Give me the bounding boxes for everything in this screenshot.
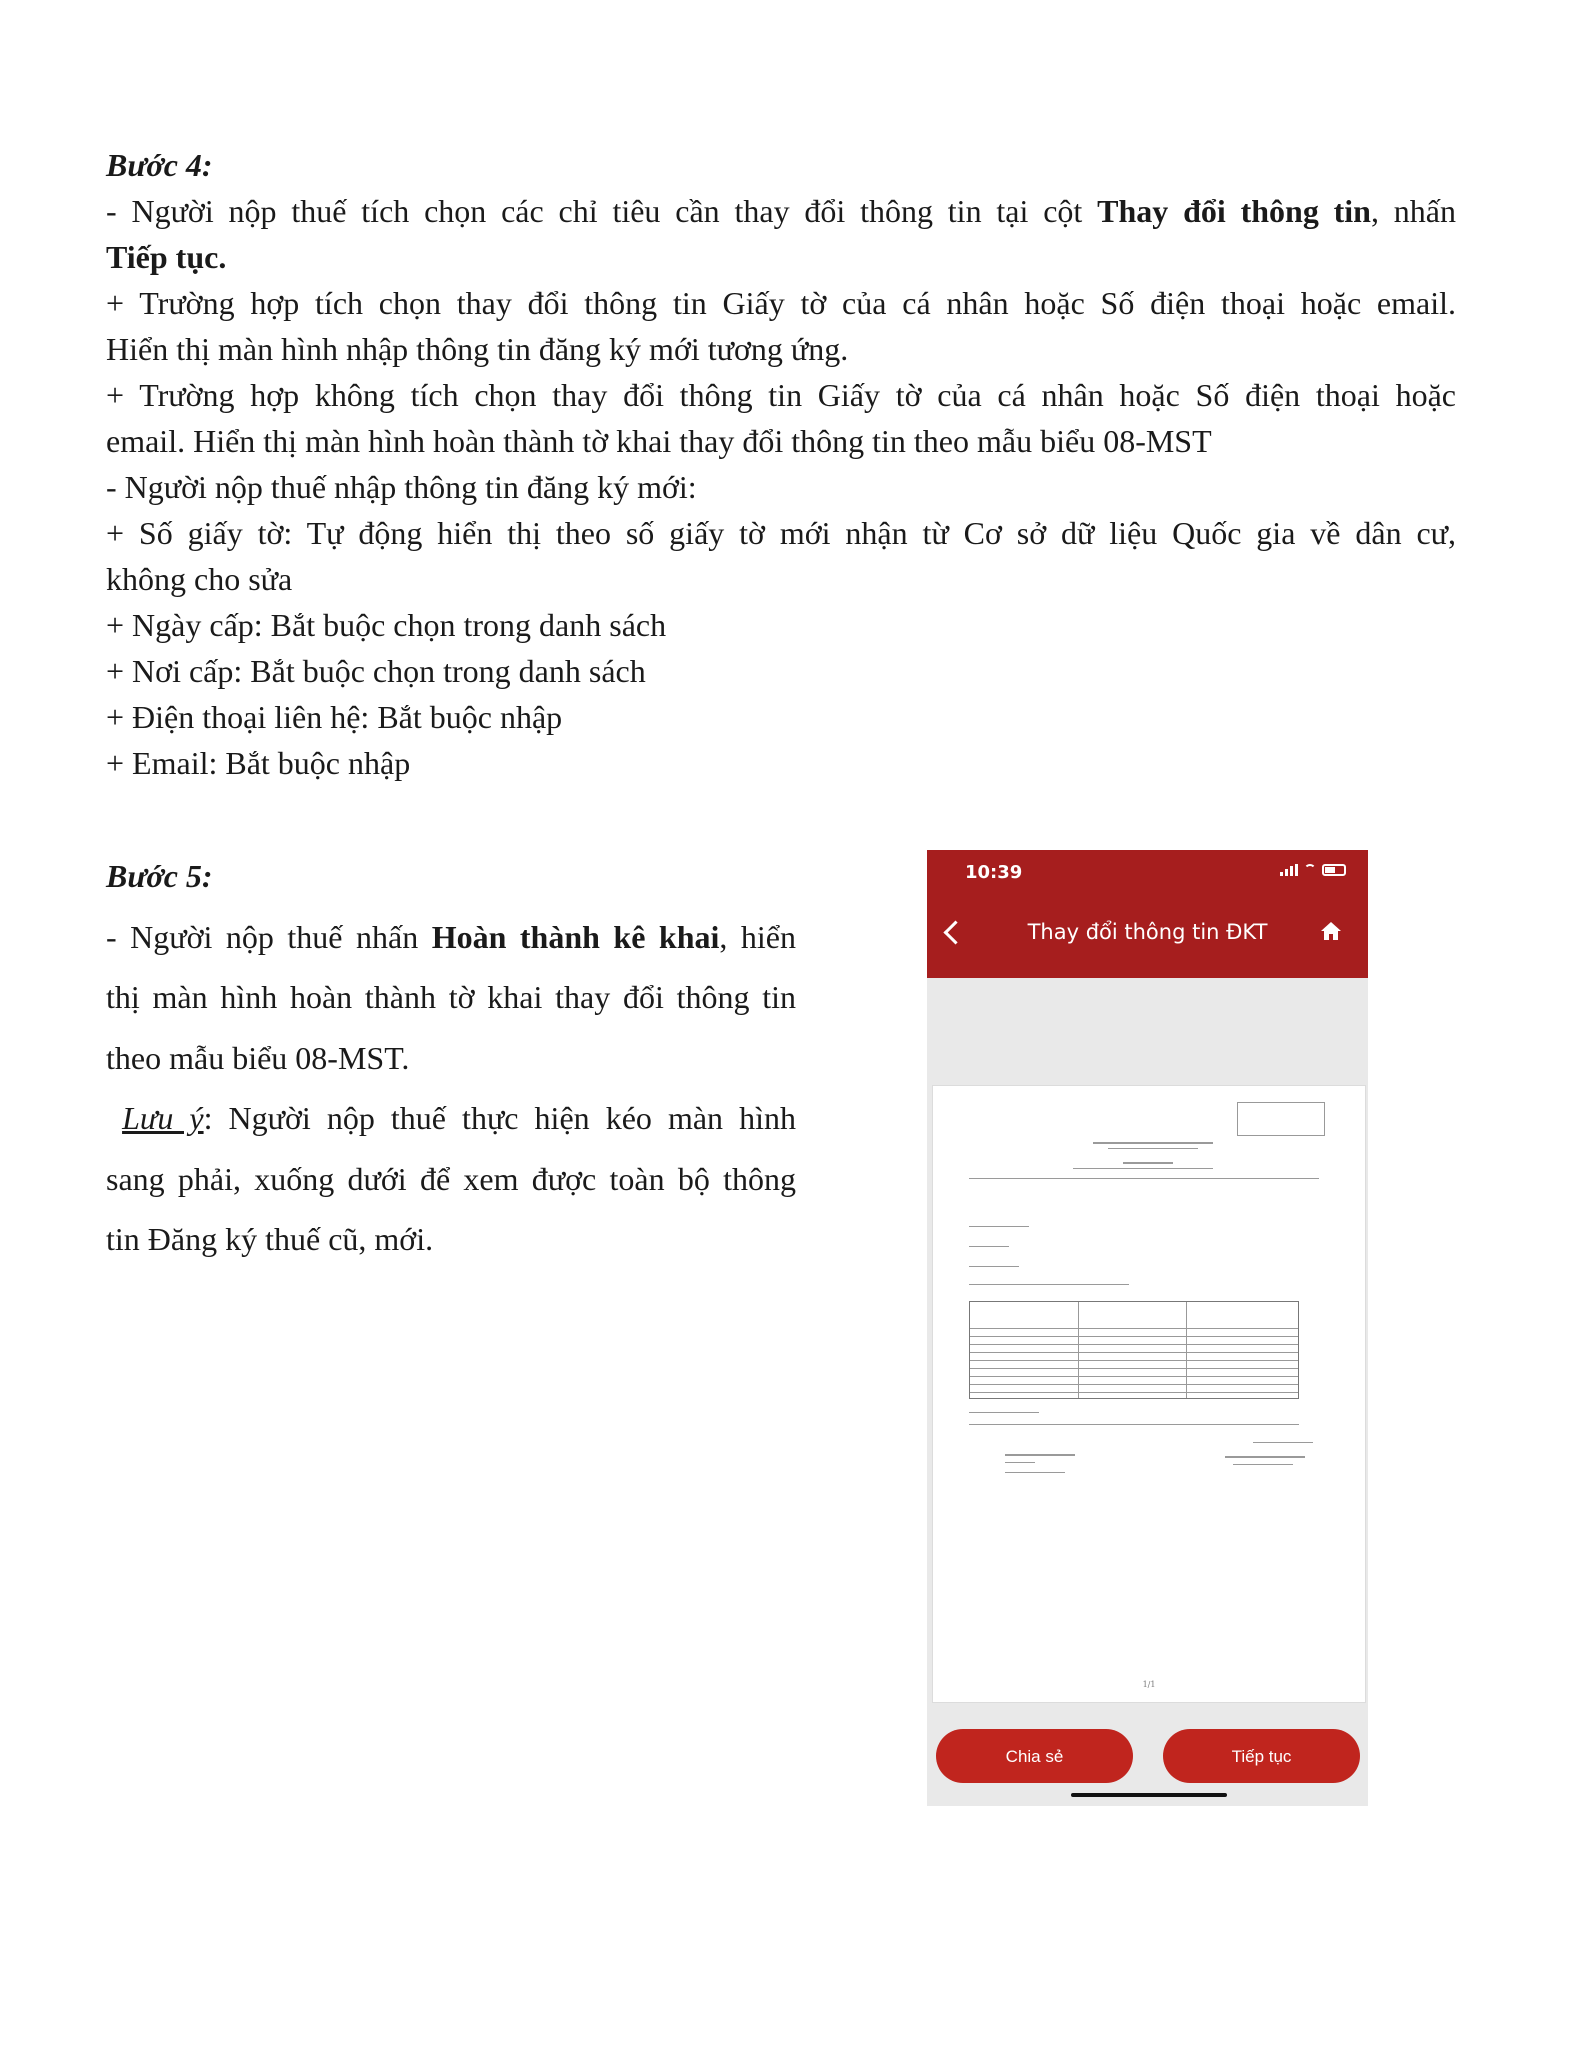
step-4-line-8: + Số giấy tờ: Tự động hiển thị theo số giấy tờ mới nhận từ Cơ sở dữ liệu Quốc gia về dân cư, — [106, 515, 1456, 551]
step-5-line-4 — [106, 1088, 796, 1149]
step-4-line-1-bold: Thay đổi thông tin — [1097, 193, 1371, 229]
continue-button[interactable]: Tiếp tục — [1163, 1729, 1360, 1783]
status-time: 10:39 — [965, 862, 1023, 883]
step-5-line-2: thị màn hình hoàn thành tờ khai thay đổi thông tin — [106, 979, 796, 1015]
step-4-line-7: - Người nộp thuế nhập thông tin đăng ký mới: — [106, 469, 697, 505]
step-4-line-3: + Trường hợp tích chọn thay đổi thông tin Giấy tờ của cá nhân hoặc Số điện thoại hoặc email. — [106, 285, 1456, 321]
step-4-line-1 — [106, 188, 1456, 234]
step-5-line-5: sang phải, xuống dưới để xem được toàn bộ thông — [106, 1160, 796, 1197]
step-4-line-2-bold: Tiếp tục. — [106, 239, 227, 275]
signal-icon — [1280, 864, 1298, 876]
note-label: Lưu ý — [122, 1100, 204, 1136]
step-4-line-11: + Nơi cấp: Bắt buộc chọn trong danh sách — [106, 653, 646, 689]
step-5-line-3: theo mẫu biểu 08-MST. — [106, 1039, 410, 1076]
step-5-line-1-tail: , hiển — [719, 918, 797, 955]
step-5-line-1-bold: Hoàn thành kê khai — [431, 918, 720, 955]
step-5-line-4-text: : Người nộp thuế thực hiện kéo màn hình — [203, 1100, 797, 1136]
status-icons — [1280, 864, 1346, 876]
step-4-line-1-text: - Người nộp thuế tích chọn các chỉ tiêu cần thay đổi thông tin tại cột — [106, 193, 1098, 229]
step-5-section — [106, 846, 796, 1270]
step-4-heading: Bước 4: — [106, 147, 213, 183]
step-4-line-13: + Email: Bắt buộc nhập — [106, 745, 411, 781]
step-4-line-1-tail: , nhấn — [1370, 193, 1457, 229]
step-4-section — [106, 142, 1456, 786]
step-4-line-10: + Ngày cấp: Bắt buộc chọn trong danh sách — [106, 607, 667, 643]
step-5-line-1 — [106, 907, 796, 968]
wifi-icon — [1304, 864, 1316, 876]
home-icon[interactable] — [1320, 920, 1342, 942]
app-bar — [927, 850, 1368, 978]
phone-screenshot — [927, 850, 1368, 1806]
page-number: 1/1 — [1142, 1680, 1156, 1689]
step-5-line-1-text: - Người nộp thuế nhấn — [106, 918, 432, 955]
step-4-line-4: Hiển thị màn hình nhập thông tin đăng ký mới tương ứng. — [106, 331, 849, 367]
step-4-line-2 — [106, 234, 1456, 280]
step-4-line-9: không cho sửa — [106, 561, 293, 597]
step-4-line-5: + Trường hợp không tích chọn thay đổi thông tin Giấy tờ của cá nhân hoặc Số điện thoại hoặc — [106, 377, 1456, 413]
form-code-box — [1237, 1102, 1325, 1136]
form-table — [969, 1301, 1299, 1399]
app-title: Thay đổi thông tin ĐKT — [1027, 920, 1268, 944]
home-indicator — [1071, 1793, 1227, 1797]
step-5-heading: Bước 5: — [106, 858, 213, 894]
battery-icon — [1322, 864, 1346, 876]
form-08-mst-preview — [932, 1085, 1366, 1703]
step-5-line-6: tin Đăng ký thuế cũ, mới. — [106, 1221, 434, 1257]
step-4-line-6: email. Hiển thị màn hình hoàn thành tờ khai thay đổi thông tin theo mẫu biểu 08-MST — [106, 423, 1212, 459]
step-4-line-12: + Điện thoại liên hệ: Bắt buộc nhập — [106, 699, 563, 735]
share-button[interactable]: Chia sẻ — [936, 1729, 1133, 1783]
